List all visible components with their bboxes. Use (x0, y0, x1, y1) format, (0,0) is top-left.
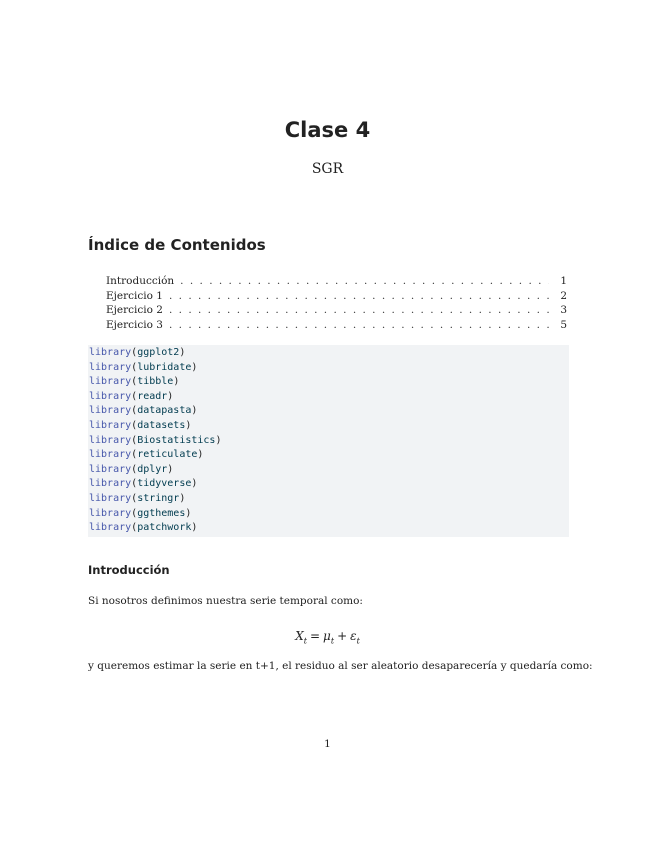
code-keyword: library (89, 449, 132, 461)
code-keyword: library (89, 376, 132, 388)
equation-equals: = (309, 629, 321, 643)
toc-entry-label: Ejercicio 2 (106, 304, 163, 316)
equation-subscript: t (330, 636, 335, 646)
code-keyword: library (89, 492, 132, 504)
toc-entry-page: 1 (560, 275, 567, 287)
code-line: library(lubridate) (89, 361, 198, 373)
toc-leader-dots (163, 318, 549, 333)
code-line: library(datapasta) (89, 405, 198, 417)
document-title: Clase 4 (284, 118, 371, 142)
toc-entry-page: 3 (560, 304, 567, 316)
toc-leader-dots (174, 274, 549, 289)
code-argument: lubridate (137, 361, 192, 373)
code-keyword: library (89, 478, 132, 490)
code-argument: stringr (137, 492, 180, 504)
equation-lhs: X (295, 629, 304, 643)
intro-paragraph-2: y queremos estimar la serie en t+1, el residuo al ser aleatorio desaparecería y quedaría como: (88, 660, 593, 672)
toc-entry-ejercicio-2[interactable] (106, 303, 567, 318)
code-argument: readr (137, 390, 168, 402)
code-argument: ggthemes (137, 507, 186, 519)
code-argument: reticulate (137, 449, 198, 461)
code-keyword: library (89, 361, 132, 373)
code-line: library(ggthemes) (89, 507, 192, 519)
time-series-equation (0, 629, 655, 645)
code-argument: datapasta (137, 405, 192, 417)
code-keyword: library (89, 405, 132, 417)
toc-entry-ejercicio-1[interactable] (106, 289, 567, 304)
toc-entry-ejercicio-3[interactable] (106, 318, 567, 333)
code-keyword: library (89, 434, 132, 446)
toc-entry-introduccion[interactable] (106, 274, 567, 289)
section-heading-introduccion: Introducción (88, 563, 170, 577)
code-argument: tibble (137, 376, 174, 388)
code-keyword: library (89, 347, 132, 358)
toc-leader-dots (163, 289, 549, 304)
equation-epsilon: ε (350, 629, 357, 643)
toc-entry-page: 2 (560, 289, 567, 302)
code-keyword: library (89, 419, 132, 431)
toc-leader-dots (163, 303, 549, 318)
code-line: library(ggplot2) (89, 347, 186, 358)
toc-heading: Índice de Contenidos (88, 236, 266, 254)
code-line: library(tibble) (89, 376, 180, 388)
toc-entry-label: Introducción (106, 275, 175, 287)
equation-subscript: t (303, 636, 307, 646)
code-argument: dplyr (137, 463, 168, 475)
toc-entry-label: Ejercicio 1 (106, 289, 163, 302)
toc-entry-page: 5 (560, 318, 567, 331)
code-line: library(tidyverse) (89, 478, 198, 490)
code-argument: patchwork (137, 522, 192, 534)
page-number: 1 (324, 738, 331, 750)
code-argument: tidyverse (137, 478, 192, 490)
equation-mu: μ (323, 629, 331, 643)
code-line: library(patchwork) (89, 522, 198, 534)
equation-plus: + (337, 629, 348, 643)
code-keyword: library (89, 522, 132, 534)
code-line: library(datasets) (89, 419, 192, 431)
code-argument: ggplot2 (137, 347, 180, 358)
code-line: library(readr) (89, 390, 174, 402)
code-keyword: library (89, 463, 132, 475)
code-argument: Biostatistics (137, 434, 216, 446)
code-line: library(reticulate) (89, 449, 204, 461)
code-line: library(Biostatistics) (89, 434, 222, 446)
code-line: library(stringr) (89, 492, 186, 504)
code-keyword: library (89, 507, 132, 519)
equation-subscript: t (356, 636, 360, 646)
intro-paragraph-1: Si nosotros definimos nuestra serie temporal como: (88, 595, 363, 607)
code-keyword: library (89, 390, 132, 402)
toc-entry-label: Ejercicio 3 (106, 318, 163, 331)
code-line: library(dplyr) (89, 463, 174, 475)
document-author: SGR (311, 161, 344, 177)
table-of-contents (106, 274, 567, 332)
code-block (88, 345, 569, 537)
code-argument: datasets (137, 419, 186, 431)
